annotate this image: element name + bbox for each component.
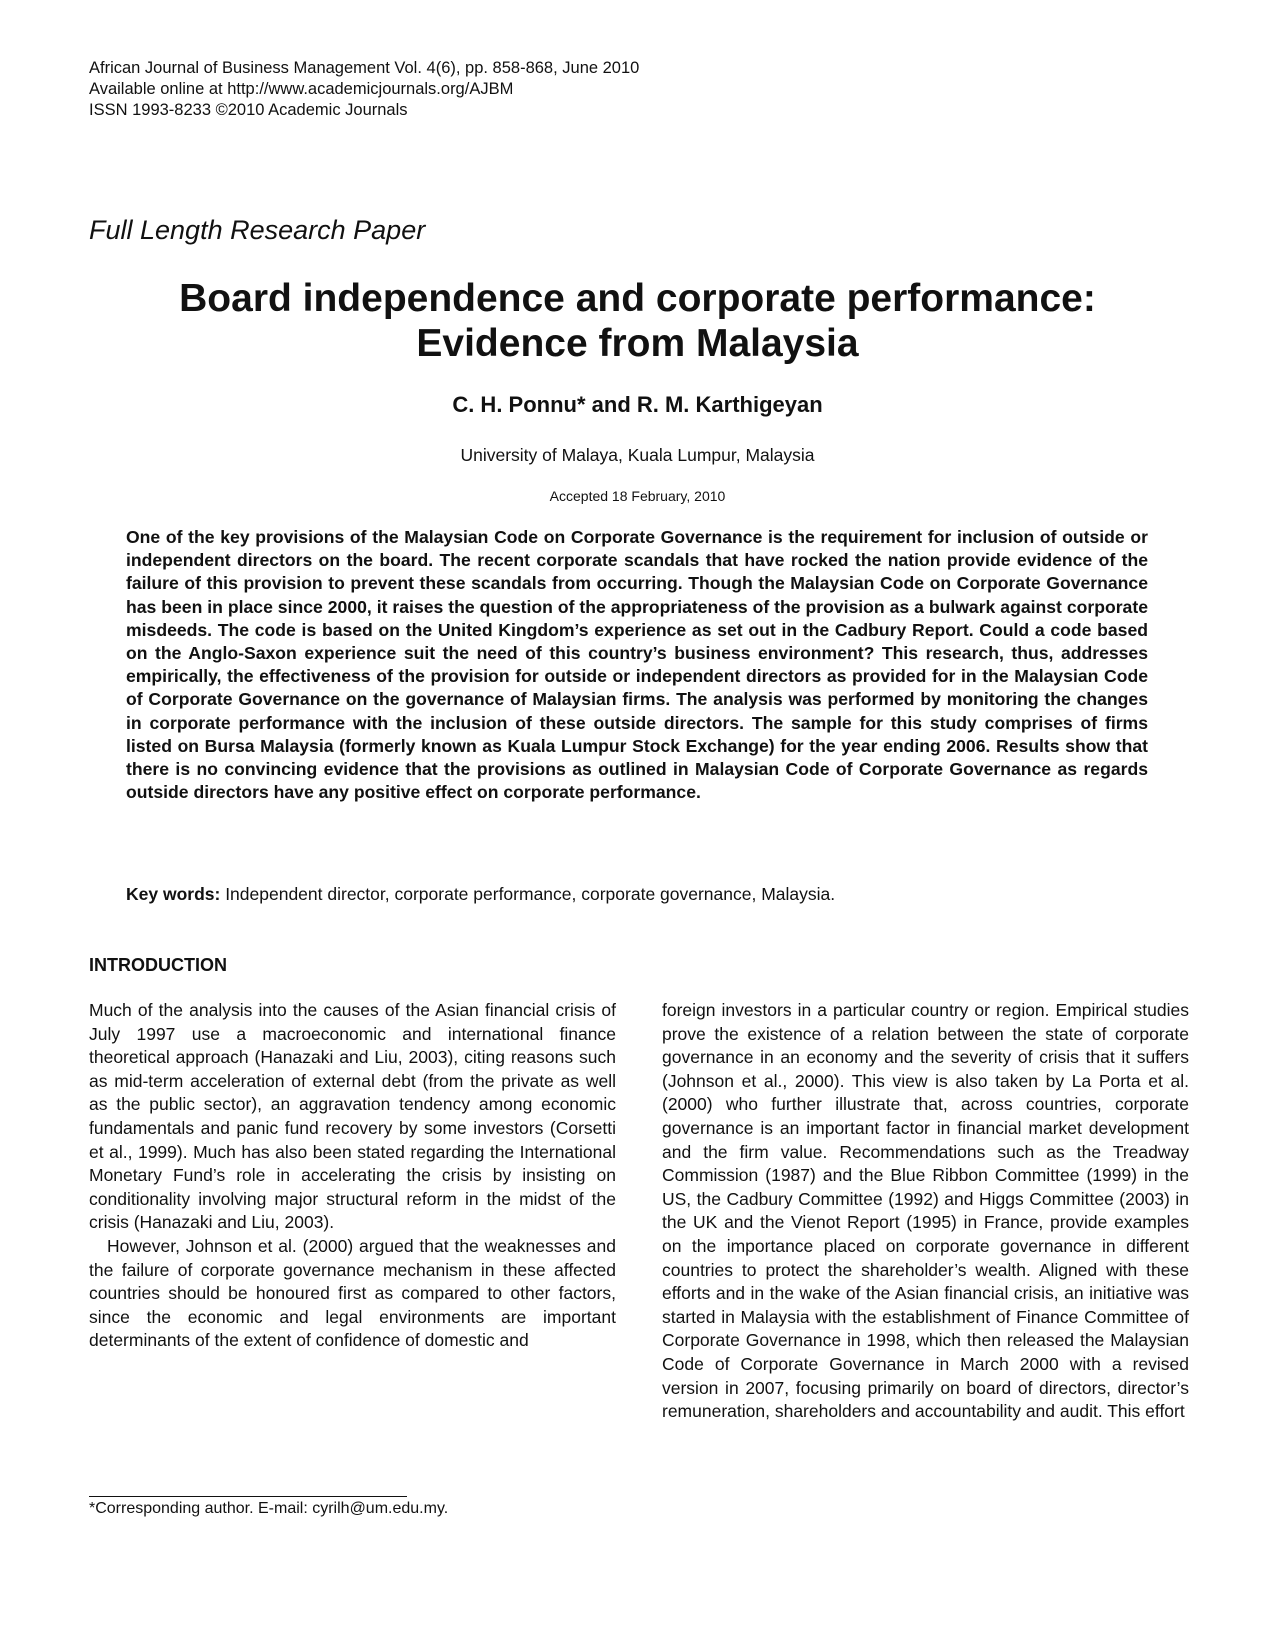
- paper-type: Full Length Research Paper: [89, 215, 426, 245]
- intro-paragraph-2: However, Johnson et al. (2000) argued that the weaknesses and the failure of corporate governance mechanism in these affected countries should be honoured first as compared to other factors, since the economic and legal environments are important determinants of the extent of confidence of domestic and: [89, 1235, 616, 1351]
- authors: C. H. Ponnu* and R. M. Karthigeyan: [452, 392, 823, 417]
- paper-title: [0, 276, 1275, 366]
- intro-paragraph-3: foreign investors in a particular country or region. Empirical studies prove the existence of a relation between the state of corporate governance in an economy and the severity of crisis that it suffers (Johnson et al., 2000). This view is also taken by La Porta et al. (2000) who further illustrate that, across countries, corporate governance is an important factor in financial market development and the firm value. Recommendations such as the Treadway Commission (1987) and the Blue Ribbon Committee (1999) in the US, the Cadbury Committee (1992) and Higgs Committee (2003) in the UK and the Vienot Report (1995) in France, provide examples on the importance placed on corporate governance in different countries to protect the shareholder’s wealth. Aligned with these efforts and in the wake of the Asian financial crisis, an initiative was started in Malaysia with the establishment of Finance Committee of Corporate Governance in 1998, which then released the Malaysian Code of Corporate Governance in March 2000 with a revised version in 2007, focusing primarily on board of directors, director’s remuneration, shareholders and accountability and audit. This effort: [662, 1000, 1189, 1422]
- journal-header: [89, 58, 639, 121]
- accepted-date: Accepted 18 February, 2010: [549, 488, 726, 504]
- abstract: One of the key provisions of the Malaysian Code on Corporate Governance is the requirement for inclusion of outside or independent directors on the board. The recent corporate scandals that have rocked the nation provide evidence of the failure of this provision to prevent these scandals from occurring. Though the Malaysian Code on Corporate Governance has been in place since 2000, it raises the question of the appropriateness of the provision as a bulwark against corporate misdeeds. The code is based on the United Kingdom’s experience as set out in the Cadbury Report. Could a code based on the Anglo-Saxon experience suit the need of this country’s business environment? This research, thus, addresses empirically, the effectiveness of the provision for outside or independent directors as provided for in the Malaysian Code of Corporate Governance on the governance of Malaysian firms. The analysis was performed by monitoring the changes in corporate performance with the inclusion of these outside directors. The sample for this study comprises of firms listed on Bursa Malaysia (formerly known as Kuala Lumpur Stock Exchange) for the year ending 2006. Results show that there is no convincing evidence that the provisions as outlined in Malaysian Code of Corporate Governance as regards outside directors have any positive effect on corporate performance.: [126, 527, 1148, 803]
- title-line-1: Board independence and corporate performance:: [179, 277, 1096, 320]
- introduction-heading: INTRODUCTION: [89, 955, 227, 975]
- keywords-text: Independent director, corporate performance, corporate governance, Malaysia.: [220, 884, 836, 904]
- right-column: [662, 999, 1189, 1424]
- keywords: [126, 884, 835, 905]
- left-column: [89, 999, 616, 1353]
- keywords-label: Key words:: [126, 884, 221, 904]
- intro-paragraph-1: Much of the analysis into the causes of the Asian financial crisis of July 1997 use a macroeconomic and international finance theoretical approach (Hanazaki and Liu, 2003), citing reasons such as mid-term acceleration of external debt (from the private as well as the public sector), an aggravation tendency among economic fundamentals and panic fund recovery by some investors (Corsetti et al., 1999). Much has also been stated regarding the International Monetary Fund’s role in accelerating the crisis by insisting on conditionality involving major structural reform in the midst of the crisis (Hanazaki and Liu, 2003).: [89, 1000, 616, 1233]
- affiliation: University of Malaya, Kuala Lumpur, Malaysia: [460, 445, 815, 465]
- title-line-2: Evidence from Malaysia: [416, 322, 859, 365]
- journal-availability: Available online at http://www.academicjournals.org/AJBM: [89, 80, 514, 98]
- footnote: *Corresponding author. E-mail: cyrilh@um.edu.my.: [89, 1500, 449, 1517]
- journal-citation: African Journal of Business Management Vol. 4(6), pp. 858-868, June 2010: [89, 59, 640, 77]
- footnote-divider: [89, 1496, 407, 1497]
- journal-issn: ISSN 1993-8233 ©2010 Academic Journals: [89, 101, 408, 119]
